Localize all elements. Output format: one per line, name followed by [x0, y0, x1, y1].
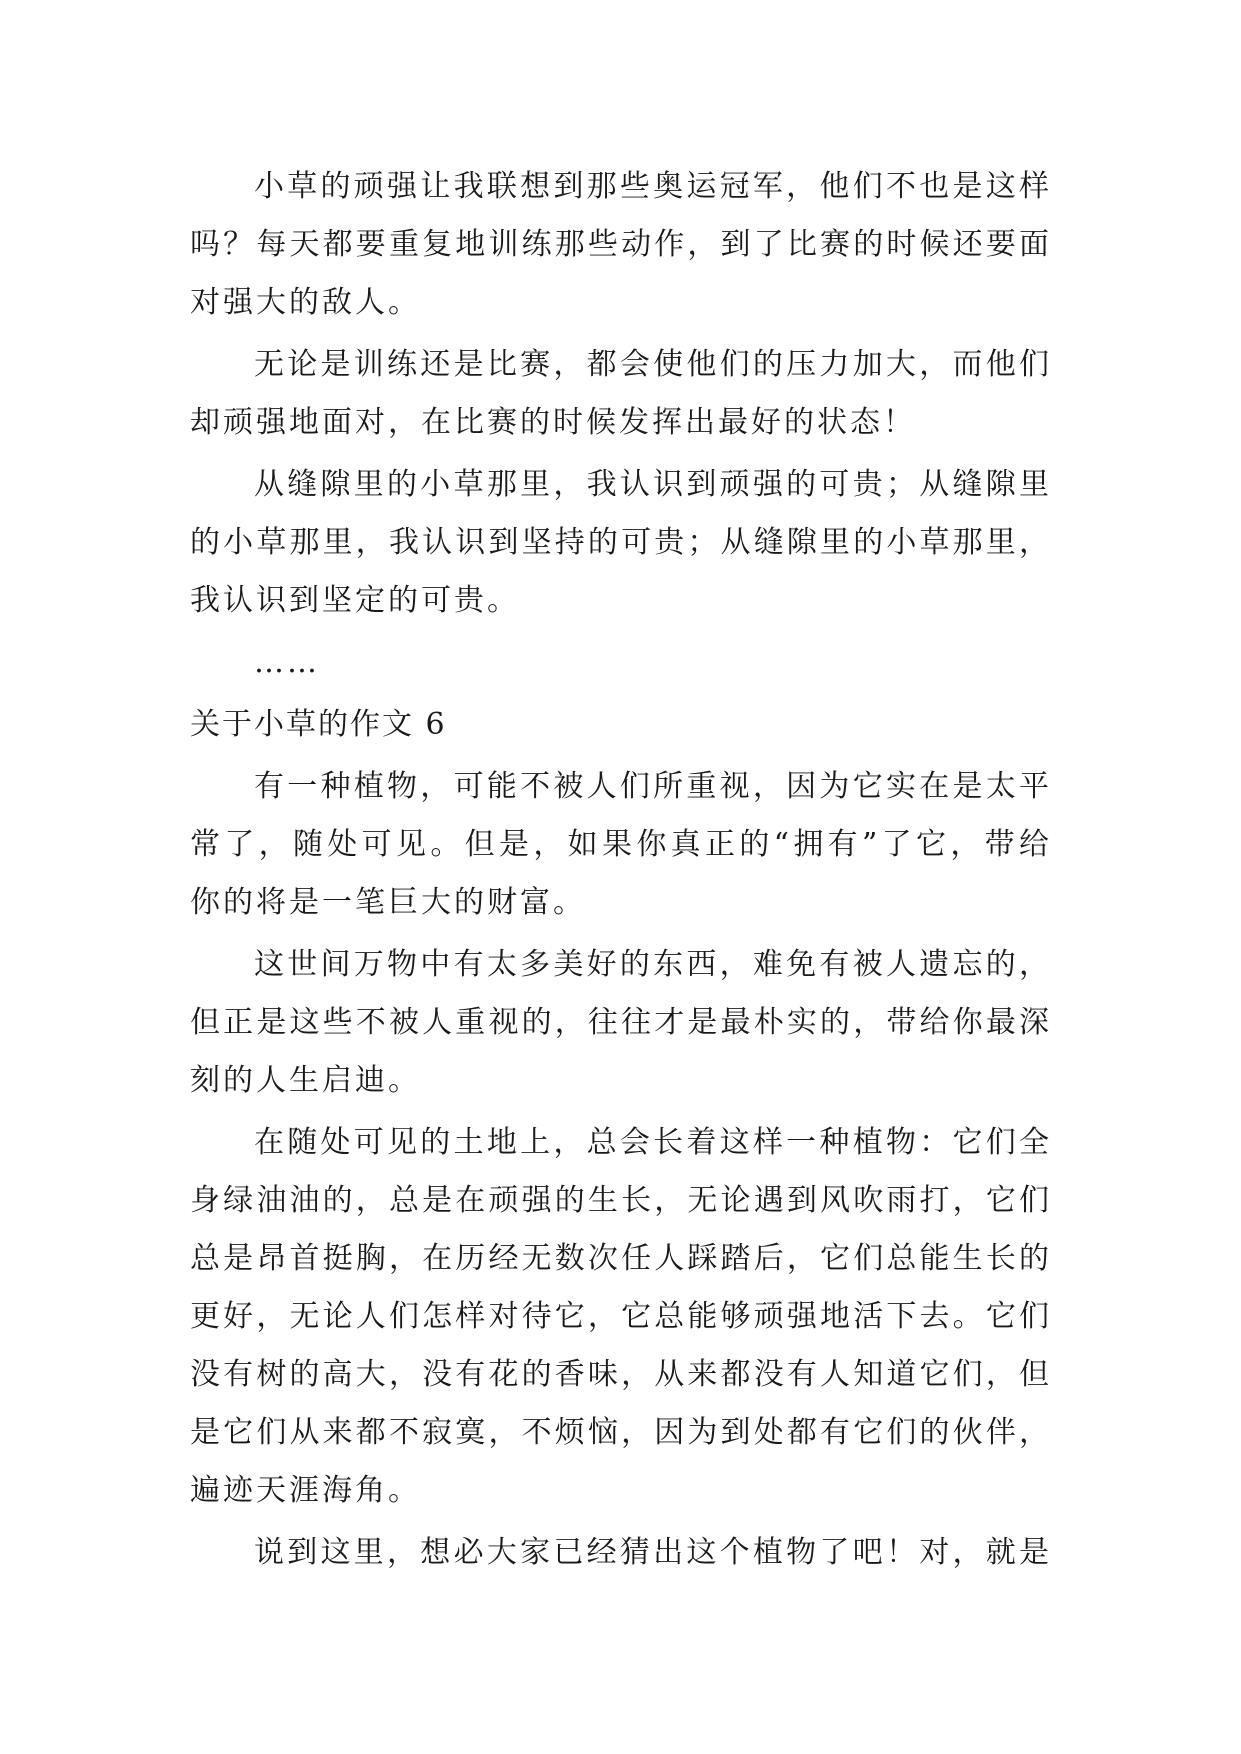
paragraph-line: 但正是这些不被人重视的，往往才是最朴实的，带给你最深 [190, 1005, 1052, 1040]
paragraph-1 [190, 158, 1052, 332]
paragraph-line: 身绿油油的，总是在顽强的生长，无论遇到风吹雨打，它们 [190, 1183, 1052, 1218]
paragraph-line: 从缝隙里的小草那里，我认识到顽强的可贵；从缝隙里 [254, 467, 1052, 502]
paragraph-line: 遍迹天涯海角。 [190, 1473, 421, 1508]
paragraph-line: 在随处可见的土地上，总会长着这样一种植物：它们全 [254, 1125, 1052, 1160]
paragraph-8 [190, 1524, 1052, 1582]
paragraph-line: 却顽强地面对，在比赛的时候发挥出最好的状态！ [190, 405, 916, 440]
ellipsis-text: …… [254, 645, 320, 680]
paragraph-2 [190, 336, 1052, 452]
paragraph-line: 吗？每天都要重复地训练那些动作，到了比赛的时候还要面 [190, 227, 1052, 262]
essay-heading [190, 696, 1052, 754]
paragraph-line: 有一种植物，可能不被人们所重视，因为它实在是太平 [254, 769, 1052, 804]
paragraph-line: 我认识到坚定的可贵。 [190, 583, 520, 618]
paragraph-line: 你的将是一笔巨大的财富。 [190, 885, 586, 920]
paragraph-7 [190, 1114, 1052, 1520]
paragraph-3 [190, 456, 1052, 630]
paragraph-line: 说到这里，想必大家已经猜出这个植物了吧！对，就是 [254, 1535, 1052, 1570]
paragraph-line: 总是昂首挺胸，在历经无数次任人踩踏后，它们总能生长的 [190, 1241, 1052, 1276]
paragraph-line: 更好，无论人们怎样对待它，它总能够顽强地活下去。它们 [190, 1299, 1052, 1334]
document-body [190, 158, 1052, 1582]
ellipsis-paragraph [190, 634, 1052, 692]
paragraph-line: 刻的人生启迪。 [190, 1063, 421, 1098]
paragraph-line: 没有树的高大，没有花的香味，从来都没有人知道它们，但 [190, 1357, 1052, 1392]
paragraph-line: 常了，随处可见。但是，如果你真正的“拥有”了它，带给 [190, 827, 1052, 862]
paragraph-6 [190, 936, 1052, 1110]
paragraph-line: 这世间万物中有太多美好的东西，难免有被人遗忘的， [254, 947, 1052, 982]
paragraph-line: 小草的顽强让我联想到那些奥运冠军，他们不也是这样 [254, 169, 1052, 204]
paragraph-5 [190, 758, 1052, 932]
paragraph-line: 无论是训练还是比赛，都会使他们的压力加大，而他们 [254, 347, 1052, 382]
paragraph-line: 对强大的敌人。 [190, 285, 421, 320]
essay-title: 关于小草的作文 6 [190, 707, 447, 742]
paragraph-line: 的小草那里，我认识到坚持的可贵；从缝隙里的小草那里， [190, 525, 1052, 560]
paragraph-line: 是它们从来都不寂寞，不烦恼，因为到处都有它们的伙伴， [190, 1415, 1052, 1450]
